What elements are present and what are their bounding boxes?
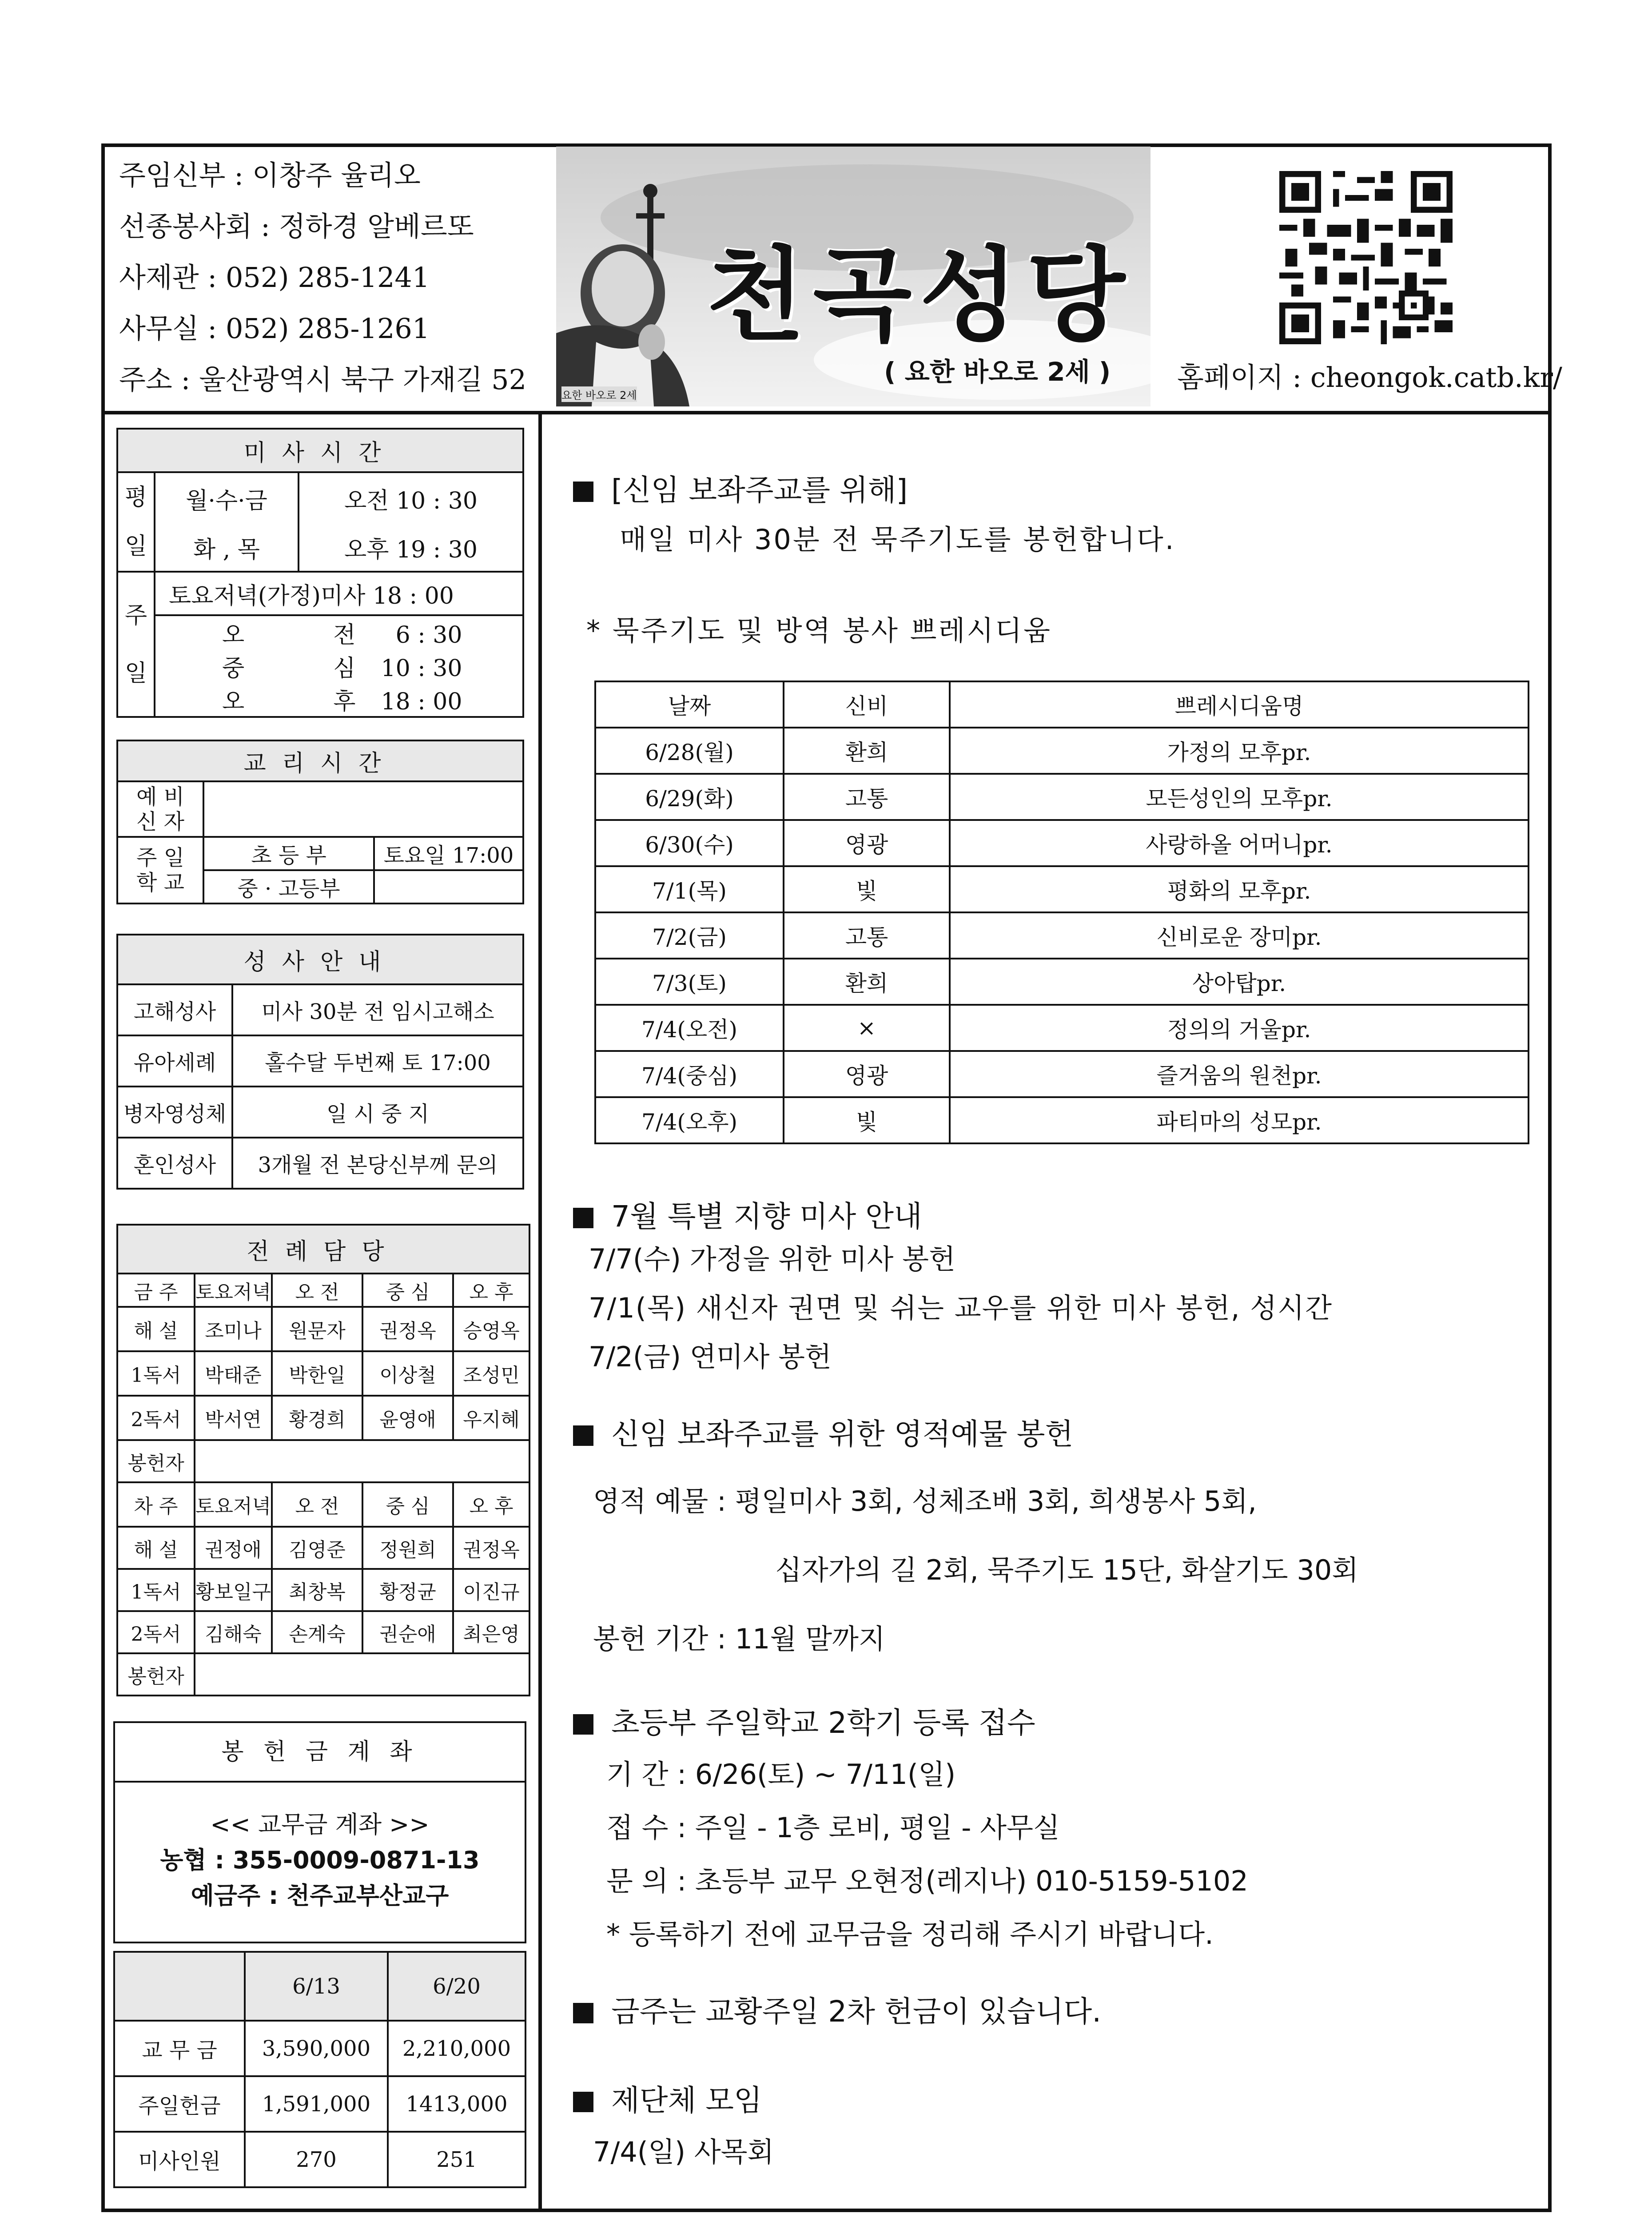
account-title: 봉 헌 금 계 좌 bbox=[115, 1723, 525, 1783]
notice-2-line: 7/7(수) 가정을 위한 미사 봉헌 bbox=[589, 1243, 955, 1275]
rosary-mystery: × bbox=[784, 1005, 950, 1051]
rosary-praesidium: 신비로운 장미pr. bbox=[950, 912, 1529, 959]
liturgy-col-head: 오 전 bbox=[272, 1274, 362, 1307]
liturgy-col-head: 오 전 bbox=[272, 1482, 362, 1527]
weekday-label: 평 일 bbox=[117, 472, 155, 572]
sunday-row: 오 전 6 : 30 bbox=[155, 615, 523, 649]
notice-3-line: 영적 예물 : 평일미사 3회, 성체조배 3회, 희생봉사 5회, bbox=[593, 1485, 1257, 1517]
liturgy-cell: 권순애 bbox=[362, 1611, 453, 1653]
liturgy-col-head: 차 주 bbox=[117, 1482, 195, 1527]
notice-4-title: 초등부 주일학교 2학기 등록 접수 bbox=[573, 1699, 1035, 1741]
liturgy-cell: 박태준 bbox=[195, 1351, 272, 1396]
bullet-square-icon bbox=[573, 2092, 593, 2112]
finance-label: 미사인원 bbox=[114, 2132, 245, 2187]
liturgy-cell: 우지혜 bbox=[453, 1396, 529, 1440]
sunday-row: 오 후 18 : 00 bbox=[155, 683, 523, 717]
liturgy-cell: 정원희 bbox=[362, 1527, 453, 1569]
liturgy-role: 2독서 bbox=[117, 1611, 195, 1653]
rosary-praesidium: 정의의 거울pr. bbox=[950, 1005, 1529, 1051]
rectory-phone: 사제관 : 052) 285-1241 bbox=[119, 261, 430, 294]
liturgy-cell: 황경희 bbox=[272, 1396, 362, 1440]
liturgy-role: 해 설 bbox=[117, 1527, 195, 1569]
pre-catechumen-label: 예 비 신 자 bbox=[117, 781, 203, 837]
account-holder: 예금주 : 천주교부산교구 bbox=[191, 1882, 449, 1910]
middle-high-label: 중 · 고등부 bbox=[203, 870, 374, 904]
rosary-mystery: 고통 bbox=[784, 912, 950, 959]
sacrament-desc: 미사 30분 전 임시고해소 bbox=[232, 984, 523, 1035]
rosary-date: 7/4(중심) bbox=[595, 1051, 784, 1097]
liturgy-cell: 박서연 bbox=[195, 1396, 272, 1440]
header-divider bbox=[101, 411, 1552, 414]
notice-3-title: 신임 보좌주교를 위한 영적예물 봉헌 bbox=[573, 1410, 1073, 1453]
notice-6-line: 7/4(일) 사목회 bbox=[593, 2136, 774, 2168]
sacrament-desc: 3개월 전 본당신부께 문의 bbox=[232, 1138, 523, 1189]
pastor-info: 주임신부 : 이창주 율리오 bbox=[119, 159, 421, 191]
bullet-square-icon bbox=[573, 1714, 593, 1735]
elementary-time: 토요일 17:00 bbox=[374, 837, 523, 870]
liturgy-cell: 조성민 bbox=[453, 1351, 529, 1396]
rosary-mystery: 영광 bbox=[784, 820, 950, 866]
sacraments-table bbox=[116, 934, 524, 1190]
rosary-praesidium: 즐거움의 원천pr. bbox=[950, 1051, 1529, 1097]
weekday-time: 오후 19 : 30 bbox=[299, 525, 523, 572]
finance-date: 6/13 bbox=[245, 1952, 388, 2021]
finance-value: 1,591,000 bbox=[245, 2076, 388, 2132]
liturgy-title: 전례담당 bbox=[117, 1225, 529, 1274]
sacrament-name: 고해성사 bbox=[117, 984, 232, 1035]
liturgy-table bbox=[116, 1224, 530, 1696]
sacraments-title: 성사안내 bbox=[117, 935, 523, 984]
notice-4-line: 기 간 : 6/26(토) ~ 7/11(일) bbox=[606, 1758, 956, 1791]
account-box bbox=[113, 1721, 526, 1943]
rosary-date: 7/1(목) bbox=[595, 866, 784, 912]
liturgy-cell: 박한일 bbox=[272, 1351, 362, 1396]
notice-4-line: 접 수 : 주일 - 1층 로비, 평일 - 사무실 bbox=[606, 1811, 1060, 1844]
office-phone: 사무실 : 052) 285-1261 bbox=[119, 312, 430, 345]
notice-5-title: 금주는 교황주일 2차 헌금이 있습니다. bbox=[573, 1988, 1101, 2030]
account-heading: << 교무금 계좌 >> bbox=[210, 1811, 430, 1839]
notice-3-line: 십자가의 길 2회, 묵주기도 15단, 화살기도 30회 bbox=[775, 1554, 1359, 1586]
finance-value: 270 bbox=[245, 2132, 388, 2187]
sacrament-desc: 홀수달 두번째 토 17:00 bbox=[232, 1035, 523, 1087]
liturgy-cell: 김영준 bbox=[272, 1527, 362, 1569]
finance-date: 6/20 bbox=[388, 1952, 525, 2021]
rosary-praesidium: 모든성인의 모후pr. bbox=[950, 774, 1529, 820]
offering-value bbox=[195, 1440, 529, 1482]
liturgy-col-head: 중 심 bbox=[362, 1274, 453, 1307]
rosary-mystery: 고통 bbox=[784, 774, 950, 820]
liturgy-role: 1독서 bbox=[117, 1351, 195, 1396]
rosary-mystery: 환희 bbox=[784, 959, 950, 1005]
sacrament-name: 혼인성사 bbox=[117, 1138, 232, 1189]
rosary-date: 7/4(오전) bbox=[595, 1005, 784, 1051]
liturgy-col-head: 토요저녁 bbox=[195, 1482, 272, 1527]
rosary-col-head: 신비 bbox=[784, 681, 950, 728]
liturgy-cell: 권정애 bbox=[195, 1527, 272, 1569]
sacrament-name: 유아세례 bbox=[117, 1035, 232, 1087]
liturgy-col-head: 오 후 bbox=[453, 1274, 529, 1307]
liturgy-cell: 권정옥 bbox=[453, 1527, 529, 1569]
rosary-mystery: 영광 bbox=[784, 1051, 950, 1097]
rosary-date: 7/2(금) bbox=[595, 912, 784, 959]
notice-3-line: 봉헌 기간 : 11월 말까지 bbox=[593, 1623, 885, 1655]
rosary-col-head: 쁘레시디움명 bbox=[950, 681, 1529, 728]
rosary-date: 6/29(화) bbox=[595, 774, 784, 820]
bullet-square-icon bbox=[573, 1208, 593, 1228]
finance-table bbox=[113, 1951, 526, 2188]
sunday-row: 중 심 10 : 30 bbox=[155, 649, 523, 683]
column-divider bbox=[538, 411, 542, 2212]
church-subtitle: ( 요한 바오로 2세 ) bbox=[884, 357, 1111, 387]
rosary-mystery: 빛 bbox=[784, 866, 950, 912]
liturgy-cell: 윤영애 bbox=[362, 1396, 453, 1440]
elementary-label: 초 등 부 bbox=[203, 837, 374, 870]
notice-2-line: 7/1(목) 새신자 권면 및 쉬는 교우를 위한 미사 봉헌, 성시간 bbox=[589, 1292, 1333, 1324]
rosary-praesidium: 가정의 모후pr. bbox=[950, 728, 1529, 774]
liturgy-col-head: 오 후 bbox=[453, 1482, 529, 1527]
finance-corner bbox=[114, 1952, 245, 2021]
rosary-date: 6/30(수) bbox=[595, 820, 784, 866]
rosary-table bbox=[594, 681, 1529, 1144]
pre-catechumen-value bbox=[203, 781, 523, 837]
liturgy-cell: 황보일구 bbox=[195, 1569, 272, 1611]
weekday-time: 오전 10 : 30 bbox=[299, 472, 523, 525]
middle-high-time bbox=[374, 870, 523, 904]
rosary-date: 7/3(토) bbox=[595, 959, 784, 1005]
liturgy-cell: 최은영 bbox=[453, 1611, 529, 1653]
liturgy-cell: 이상철 bbox=[362, 1351, 453, 1396]
offering-value bbox=[195, 1653, 529, 1696]
offering-label: 봉헌자 bbox=[117, 1440, 195, 1482]
liturgy-role: 해 설 bbox=[117, 1307, 195, 1351]
liturgy-cell: 이진규 bbox=[453, 1569, 529, 1611]
finance-value: 1413,000 bbox=[388, 2076, 525, 2132]
saturday-mass: 토요저녁(가정)미사 18 : 00 bbox=[155, 572, 523, 615]
bullet-square-icon bbox=[573, 1425, 593, 1446]
address: 주소 : 울산광역시 북구 가재길 52 bbox=[119, 363, 527, 396]
liturgy-cell: 권정옥 bbox=[362, 1307, 453, 1351]
rosary-mystery: 환희 bbox=[784, 728, 950, 774]
offering-label: 봉헌자 bbox=[117, 1653, 195, 1696]
sunday-school-label: 주 일 학 교 bbox=[117, 837, 203, 904]
weekday-days: 화 , 목 bbox=[155, 525, 299, 572]
sacrament-name: 병자영성체 bbox=[117, 1087, 232, 1138]
finance-label: 교 무 금 bbox=[114, 2021, 245, 2076]
liturgy-cell: 황정균 bbox=[362, 1569, 453, 1611]
rosary-col-head: 날짜 bbox=[595, 681, 784, 728]
mass-schedule-table bbox=[116, 428, 524, 718]
finance-value: 251 bbox=[388, 2132, 525, 2187]
liturgy-role: 2독서 bbox=[117, 1396, 195, 1440]
liturgy-role: 1독서 bbox=[117, 1569, 195, 1611]
notice-2-line: 7/2(금) 연미사 봉헌 bbox=[589, 1341, 832, 1373]
catechism-title: 교리시간 bbox=[117, 740, 523, 781]
catechism-table bbox=[116, 740, 524, 904]
rosary-praesidium: 상아탑pr. bbox=[950, 959, 1529, 1005]
sunday-label: 주 일 bbox=[117, 572, 155, 717]
notice-1-line: 매일 미사 30분 전 묵주기도를 봉헌합니다. bbox=[620, 523, 1176, 556]
liturgy-cell: 승영옥 bbox=[453, 1307, 529, 1351]
finance-label: 주일헌금 bbox=[114, 2076, 245, 2132]
liturgy-cell: 최창복 bbox=[272, 1569, 362, 1611]
rosary-date: 6/28(월) bbox=[595, 728, 784, 774]
notice-4-line: * 등록하기 전에 교무금을 정리해 주시기 바랍니다. bbox=[606, 1918, 1214, 1950]
liturgy-cell: 손계숙 bbox=[272, 1611, 362, 1653]
finance-value: 3,590,000 bbox=[245, 2021, 388, 2076]
liturgy-cell: 조미나 bbox=[195, 1307, 272, 1351]
rosary-mystery: 빛 bbox=[784, 1097, 950, 1143]
liturgy-cell: 김해숙 bbox=[195, 1611, 272, 1653]
sacrament-desc: 일 시 중 지 bbox=[232, 1087, 523, 1138]
notice-2-title: 7월 특별 지향 미사 안내 bbox=[573, 1193, 922, 1235]
church-title: 천곡성당 bbox=[706, 237, 1133, 355]
rosary-date: 7/4(오후) bbox=[595, 1097, 784, 1143]
rosary-praesidium: 파티마의 성모pr. bbox=[950, 1097, 1529, 1143]
rosary-praesidium: 평화의 모후pr. bbox=[950, 866, 1529, 912]
bullet-square-icon bbox=[573, 482, 593, 502]
notice-1-title: [신임 보좌주교를 위해] bbox=[573, 466, 908, 509]
notice-6-title: 제단체 모임 bbox=[573, 2077, 762, 2119]
liturgy-col-head: 중 심 bbox=[362, 1482, 453, 1527]
notice-4-line: 문 의 : 초등부 교무 오현정(레지나) 010-5159-5102 bbox=[606, 1865, 1248, 1897]
weekday-days: 월·수·금 bbox=[155, 472, 299, 525]
liturgy-col-head: 토요저녁 bbox=[195, 1274, 272, 1307]
liturgy-cell: 원문자 bbox=[272, 1307, 362, 1351]
notice-1-sub: * 묵주기도 및 방역 봉사 쁘레시디움 bbox=[586, 614, 1052, 647]
account-number: 농협 : 355-0009-0871-13 bbox=[160, 1846, 480, 1874]
pope-caption: 요한 바오로 2세 bbox=[561, 386, 637, 402]
homepage-link[interactable]: 홈페이지 : cheongok.catb.kr/ bbox=[1177, 361, 1562, 394]
liturgy-col-head: 금 주 bbox=[117, 1274, 195, 1307]
rosary-praesidium: 사랑하올 어머니pr. bbox=[950, 820, 1529, 866]
qr-code-icon[interactable] bbox=[1279, 171, 1453, 344]
mass-table-title: 미사시간 bbox=[117, 429, 523, 472]
finance-value: 2,210,000 bbox=[388, 2021, 525, 2076]
bullet-square-icon bbox=[573, 2003, 593, 2023]
funeral-info: 선종봉사회 : 정하경 알베르또 bbox=[119, 210, 474, 243]
